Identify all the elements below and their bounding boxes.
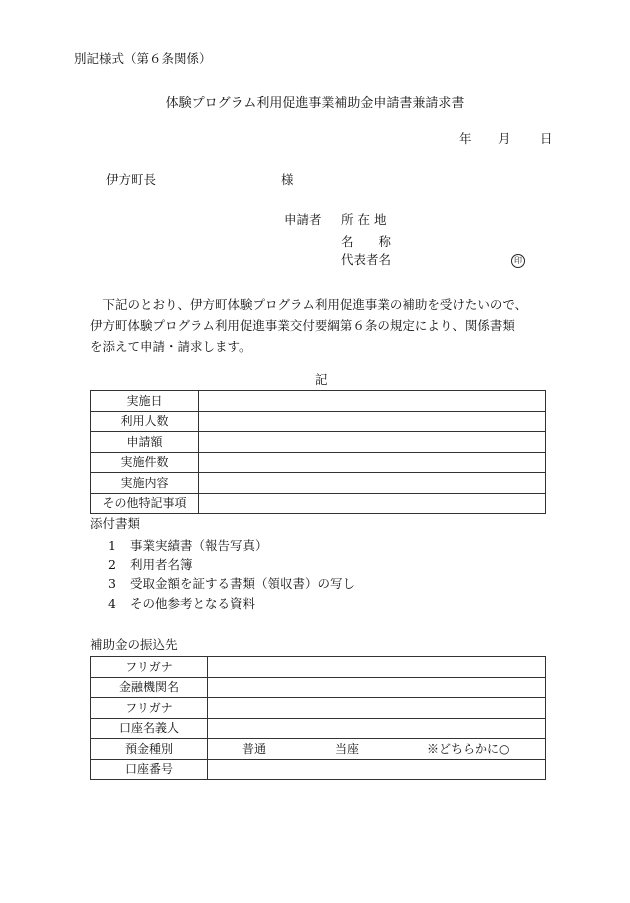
label-furigana-bank: フリガナ bbox=[91, 657, 208, 678]
table-row bbox=[91, 411, 546, 432]
value-cell[interactable] bbox=[208, 759, 546, 780]
bank-heading: 補助金の振込先 bbox=[90, 637, 178, 652]
value-cell[interactable] bbox=[208, 698, 546, 719]
date-day: 日 bbox=[540, 131, 553, 146]
table-row bbox=[91, 432, 546, 453]
value-cell[interactable] bbox=[199, 432, 546, 453]
label-user-count: 利用人数 bbox=[91, 411, 199, 432]
label-bank-name: 金融機関名 bbox=[91, 677, 208, 698]
deposit-type-cell[interactable] bbox=[208, 739, 546, 760]
document-title: 体験プログラム利用促進事業補助金申請書兼請求書 bbox=[165, 96, 465, 111]
table-row bbox=[91, 657, 546, 678]
table-row bbox=[91, 718, 546, 739]
value-cell[interactable] bbox=[199, 452, 546, 473]
table-row bbox=[91, 473, 546, 494]
value-cell[interactable] bbox=[208, 718, 546, 739]
ki-heading: 記 bbox=[315, 372, 328, 387]
label-account-holder: 口座名義人 bbox=[91, 718, 208, 739]
request-paragraph bbox=[90, 294, 560, 357]
applicant-label: 申請者 bbox=[284, 212, 322, 227]
form-number: 別記様式（第６条関係） bbox=[74, 51, 212, 66]
applicant-name-label: 名 称 bbox=[341, 234, 392, 249]
paragraph-line: を添えて申請・請求します。 bbox=[90, 339, 252, 354]
value-cell[interactable] bbox=[208, 677, 546, 698]
attachment-item: 2 利用者名簿 bbox=[108, 557, 193, 572]
paragraph-line: 下記のとおり、伊方町体験プログラム利用促進事業の補助を受けたいので、 bbox=[90, 297, 528, 312]
table-row bbox=[91, 698, 546, 719]
paragraph-line: 伊方町体験プログラム利用促進事業交付要綱第６条の規定により、関係書類 bbox=[90, 318, 515, 333]
addressee-name: 伊方町長 bbox=[106, 172, 157, 187]
applicant-address-label: 所 在 地 bbox=[341, 212, 387, 227]
date-year: 年 bbox=[459, 131, 472, 146]
date-month: 月 bbox=[498, 131, 511, 146]
table-row bbox=[91, 739, 546, 760]
label-implementation-date: 実施日 bbox=[91, 391, 199, 412]
value-cell[interactable] bbox=[199, 391, 546, 412]
label-other-notes: その他特記事項 bbox=[91, 493, 199, 514]
attachment-item: 4 その他参考となる資料 bbox=[108, 596, 256, 611]
table-row bbox=[91, 391, 546, 412]
applicant-representative-label: 代表者名 bbox=[341, 252, 392, 267]
label-deposit-type: 預金種別 bbox=[91, 739, 208, 760]
table-row bbox=[91, 677, 546, 698]
details-table bbox=[90, 390, 546, 514]
label-application-amount: 申請額 bbox=[91, 432, 199, 453]
label-furigana-holder: フリガナ bbox=[91, 698, 208, 719]
label-implementation-content: 実施内容 bbox=[91, 473, 199, 494]
attachment-item: 3 受取金額を証する書類（領収書）の写し bbox=[108, 576, 356, 591]
bank-table bbox=[90, 656, 546, 780]
attachments-heading: 添付書類 bbox=[90, 516, 141, 531]
value-cell[interactable] bbox=[199, 473, 546, 494]
table-row bbox=[91, 452, 546, 473]
value-cell[interactable] bbox=[208, 657, 546, 678]
table-row bbox=[91, 759, 546, 780]
deposit-type-current[interactable]: 当座 bbox=[335, 742, 360, 756]
table-row bbox=[91, 493, 546, 514]
label-account-number: 口座番号 bbox=[91, 759, 208, 780]
deposit-type-note: ※どちらかに○ bbox=[427, 742, 510, 756]
value-cell[interactable] bbox=[199, 411, 546, 432]
seal-mark: 印 bbox=[511, 253, 525, 268]
value-cell[interactable] bbox=[199, 493, 546, 514]
deposit-type-ordinary[interactable]: 普通 bbox=[242, 742, 267, 756]
addressee-honorific: 様 bbox=[281, 172, 294, 187]
label-case-count: 実施件数 bbox=[91, 452, 199, 473]
attachment-item: 1 事業実績書（報告写真） bbox=[108, 538, 268, 553]
